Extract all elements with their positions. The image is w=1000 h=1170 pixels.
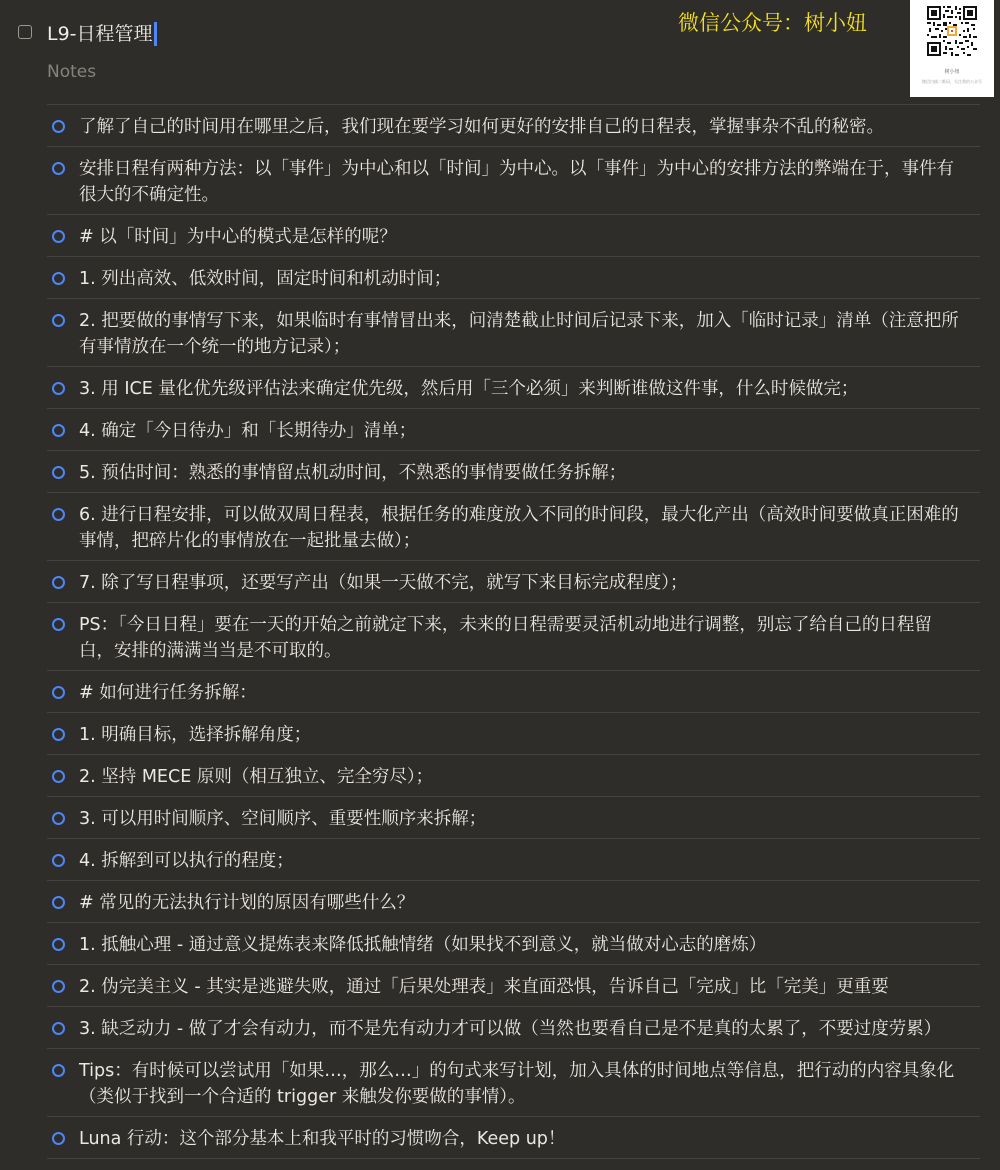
note-text[interactable]: Luna 行动：这个部分基本上和我平时的习惯吻合，Keep up！	[79, 1129, 566, 1149]
note-item[interactable]	[47, 755, 980, 797]
note-text[interactable]: 4. 确定「今日待办」和「长期待办」清单；	[79, 421, 417, 441]
note-item[interactable]	[47, 561, 980, 603]
notes-outline-list	[47, 104, 980, 1159]
bullet-circle-icon[interactable]	[52, 1064, 65, 1077]
note-item[interactable]	[47, 797, 980, 839]
note-item[interactable]	[47, 299, 980, 367]
qr-code-icon	[927, 6, 977, 56]
note-text[interactable]: 2. 把要做的事情写下来，如果临时有事情冒出来，问清楚截止时间后记录下来，加入「临时记录」清单（注意把所有事情放在一个统一的地方记录）；	[79, 311, 959, 357]
note-item[interactable]	[47, 147, 980, 215]
bullet-circle-icon[interactable]	[52, 314, 65, 327]
bullet-circle-icon[interactable]	[52, 508, 65, 521]
note-text[interactable]: Tips：有时候可以尝试用「如果…，那么…」的句式来写计划，加入具体的时间地点等信息，把行动的内容具象化（类似于找到一个合适的 trigger 来触发你要做的事情）。	[79, 1061, 955, 1107]
note-text[interactable]: 3. 用 ICE 量化优先级评估法来确定优先级，然后用「三个必须」来判断谁做这件事，什么时候做完；	[79, 379, 859, 399]
note-item[interactable]	[47, 1007, 980, 1049]
task-complete-checkbox[interactable]	[18, 25, 32, 39]
notes-placeholder[interactable]: Notes	[47, 62, 97, 82]
note-text[interactable]: # 如何进行任务拆解：	[79, 683, 257, 703]
bullet-circle-icon[interactable]	[52, 382, 65, 395]
note-text[interactable]: PS：「今日日程」要在一天的开始之前就定下来，未来的日程需要灵活机动地进行调整，别忘了给自己的日程留白，安排的满满当当是不可取的。	[79, 615, 932, 661]
bullet-circle-icon[interactable]	[52, 812, 65, 825]
bullet-circle-icon[interactable]	[52, 728, 65, 741]
note-item[interactable]	[47, 923, 980, 965]
note-item[interactable]	[47, 881, 980, 923]
bullet-circle-icon[interactable]	[52, 686, 65, 699]
bullet-circle-icon[interactable]	[52, 230, 65, 243]
note-item[interactable]	[47, 367, 980, 409]
bullet-circle-icon[interactable]	[52, 1022, 65, 1035]
bullet-circle-icon[interactable]	[52, 618, 65, 631]
bullet-circle-icon[interactable]	[52, 896, 65, 909]
note-item[interactable]	[47, 839, 980, 881]
note-text[interactable]: 3. 缺乏动力 - 做了才会有动力，而不是先有动力才可以做（当然也要看自己是不是真的太累了，不要过度劳累）	[79, 1019, 942, 1039]
bullet-circle-icon[interactable]	[52, 854, 65, 867]
bullet-circle-icon[interactable]	[52, 980, 65, 993]
note-item[interactable]	[47, 603, 980, 671]
note-text[interactable]: 5. 预估时间：熟悉的事情留点机动时间，不熟悉的事情要做任务拆解；	[79, 463, 627, 483]
bullet-circle-icon[interactable]	[52, 120, 65, 133]
task-title-text: L9-日程管理	[47, 23, 153, 45]
bullet-circle-icon[interactable]	[52, 938, 65, 951]
note-item[interactable]	[47, 671, 980, 713]
note-text[interactable]: 了解了自己的时间用在哪里之后，我们现在要学习如何更好的安排自己的日程表，掌握事杂不乱的秘密。	[79, 117, 884, 137]
note-text[interactable]: # 常见的无法执行计划的原因有哪些什么？	[79, 893, 415, 913]
note-text[interactable]: 4. 拆解到可以执行的程度；	[79, 851, 294, 871]
note-text[interactable]: 1. 列出高效、低效时间，固定时间和机动时间；	[79, 269, 452, 289]
qr-caption: 微信扫描二维码，关注我的公众号	[922, 79, 982, 84]
note-item[interactable]	[47, 1049, 980, 1117]
note-text[interactable]: 1. 明确目标，选择拆解角度；	[79, 725, 312, 745]
bullet-circle-icon[interactable]	[52, 770, 65, 783]
text-cursor	[154, 22, 157, 46]
wechat-qr-card	[910, 0, 994, 97]
note-text[interactable]: 3. 可以用时间顺序、空间顺序、重要性顺序来拆解；	[79, 809, 487, 829]
bullet-circle-icon[interactable]	[52, 162, 65, 175]
note-text[interactable]: 6. 进行日程安排，可以做双周日程表，根据任务的难度放入不同的时间段，最大化产出（高效时间要做真正困难的事情，把碎片化的事情放在一起批量去做）；	[79, 505, 959, 551]
wechat-account-label: 微信公众号：树小妞	[678, 11, 867, 35]
note-text[interactable]: # 以「时间」为中心的模式是怎样的呢？	[79, 227, 397, 247]
bullet-circle-icon[interactable]	[52, 424, 65, 437]
note-text[interactable]: 安排日程有两种方法：以「事件」为中心和以「时间」为中心。以「事件」为中心的安排方法的弊端在于，事件有很大的不确定性。	[79, 159, 954, 205]
note-text[interactable]: 7. 除了写日程事项，还要写产出（如果一天做不完，就写下来目标完成程度）；	[79, 573, 688, 593]
note-text[interactable]: 2. 坚持 MECE 原则（相互独立、完全穷尽）；	[79, 767, 434, 787]
bullet-circle-icon[interactable]	[52, 466, 65, 479]
note-item[interactable]	[47, 965, 980, 1007]
note-item[interactable]	[47, 713, 980, 755]
task-title-field[interactable]	[47, 20, 157, 48]
note-item[interactable]	[47, 493, 980, 561]
note-item[interactable]	[47, 257, 980, 299]
note-text[interactable]: 2. 伪完美主义 - 其实是逃避失败，通过「后果处理表」来直面恐惧，告诉自己「完成」比「完美」更重要	[79, 977, 889, 997]
note-item[interactable]	[47, 451, 980, 493]
qr-account-name: 树小妞	[944, 69, 960, 75]
note-item[interactable]	[47, 409, 980, 451]
bullet-circle-icon[interactable]	[52, 1132, 65, 1145]
note-item[interactable]	[47, 105, 980, 147]
note-text[interactable]: 1. 抵触心理 - 通过意义提炼表来降低抵触情绪（如果找不到意义，就当做对心志的磨炼）	[79, 935, 767, 955]
note-item[interactable]	[47, 215, 980, 257]
note-item[interactable]	[47, 1117, 980, 1159]
bullet-circle-icon[interactable]	[52, 272, 65, 285]
bullet-circle-icon[interactable]	[52, 576, 65, 589]
